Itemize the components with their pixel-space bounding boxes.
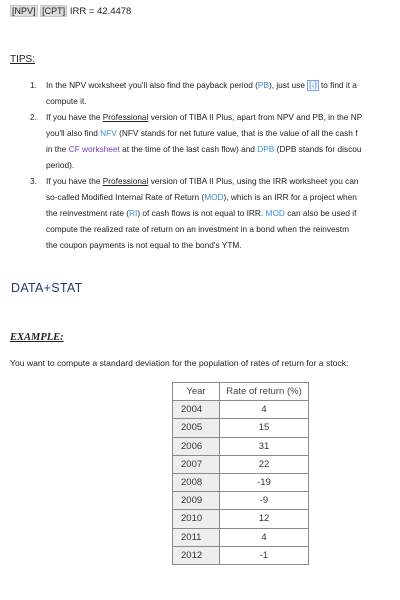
year-cell: 2010 [173,510,220,528]
table-row [173,437,309,455]
rate-cell: 15 [220,419,309,437]
tip-line [46,237,400,253]
highlighted-term: PB [257,80,269,90]
tip-line [46,221,400,237]
rate-cell: 4 [220,528,309,546]
tip-text: (DPB stands for discou [274,144,362,154]
tip-text: at the time of the last cash flow) and [119,144,258,154]
rate-cell: -1 [220,546,309,564]
tip-text: compute it. [46,96,87,106]
year-cell: 2012 [173,546,220,564]
tip-item [30,77,400,109]
tips-list [30,77,400,253]
highlighted-term: NFV [100,128,117,138]
tip-text: ) of cash flows is not equal to IRR. [137,208,266,218]
year-cell: 2009 [173,492,220,510]
highlighted-term: MOD [204,192,224,202]
highlighted-term: RI [129,208,138,218]
section-heading: DATA+STAT [11,281,83,295]
tip-text: If you have the [46,176,103,186]
tip-text: (NFV stands for net future value, that is the value of all the cash f [116,128,358,138]
year-cell: 2006 [173,437,220,455]
npv-key: [NPV] [12,6,36,16]
header-rate: Rate of return (%) [220,383,309,401]
rate-cell: 12 [220,510,309,528]
year-cell: 2004 [173,401,220,419]
tip-text: ), just use [268,80,308,90]
tip-number: 1. [30,80,37,90]
table-row [173,510,309,528]
rate-cell: -9 [220,492,309,510]
tip-item [30,109,400,173]
tip-line [46,157,400,173]
returns-table [172,382,309,565]
year-cell: 2008 [173,473,220,491]
underlined-term: Professional [102,176,149,186]
tip-text: period). [46,160,75,170]
tip-text: version of TIBA II Plus, apart from NPV and PB, in the NP [148,112,363,122]
tip-line [46,93,400,109]
table-row [173,528,309,546]
table-row [173,546,309,564]
tip-text: If you have the [46,112,103,122]
table-row [173,492,309,510]
year-cell: 2011 [173,528,220,546]
tip-number: 2. [30,112,37,122]
tip-line [46,189,400,205]
table-row [173,455,309,473]
tip-line [46,205,400,221]
table-row [173,419,309,437]
tip-text: you'll also find [46,128,101,138]
rate-cell: 4 [220,401,309,419]
rate-cell: -19 [220,473,309,491]
irr-result: IRR = 42.4478 [69,6,132,17]
example-heading: EXAMPLE: [10,332,64,343]
tip-line [46,109,400,125]
tip-text: the coupon payments is not equal to the bond's YTM. [46,240,242,250]
year-cell: 2005 [173,419,220,437]
tip-text: ), which is an IRR for a project when [223,192,357,202]
table-body [173,401,309,565]
table-row [173,401,309,419]
tip-line [46,77,400,93]
example-text: You want to compute a standard deviation for the population of rates of return for a stock: [10,358,349,368]
tip-text: so-called Modified Internal Rate of Return ( [46,192,205,202]
down-arrow-key-icon: [↓] [309,82,317,90]
tip-line [46,141,400,157]
tip-text: In the NPV worksheet you'll also find the payback period ( [46,80,258,90]
calculator-keystroke-line [10,6,131,17]
tip-text: compute the realized rate of return on an investment in a bond when the reinvestm [46,224,350,234]
tip-text: in the [46,144,69,154]
tips-heading: TIPS: [10,54,36,65]
tip-text: version of TIBA II Plus, using the IRR worksheet you can [148,176,359,186]
tip-number: 3. [30,176,37,186]
table-row [173,473,309,491]
year-cell: 2007 [173,455,220,473]
table-header-row [173,383,309,401]
tip-item [30,173,400,253]
rate-cell: 22 [220,455,309,473]
highlighted-term: MOD [265,208,285,218]
header-year: Year [173,383,220,401]
tip-text: the reinvestment rate ( [46,208,130,218]
tip-line [46,125,400,141]
rate-cell: 31 [220,437,309,455]
tip-text: to find it a [318,80,357,90]
highlighted-term: DPB [257,144,275,154]
tip-line [46,173,400,189]
tip-text: can also be used if [284,208,357,218]
worksheet-term: CF worksheet [68,144,120,154]
cpt-key: [CPT] [42,6,66,16]
underlined-term: Professional [102,112,149,122]
